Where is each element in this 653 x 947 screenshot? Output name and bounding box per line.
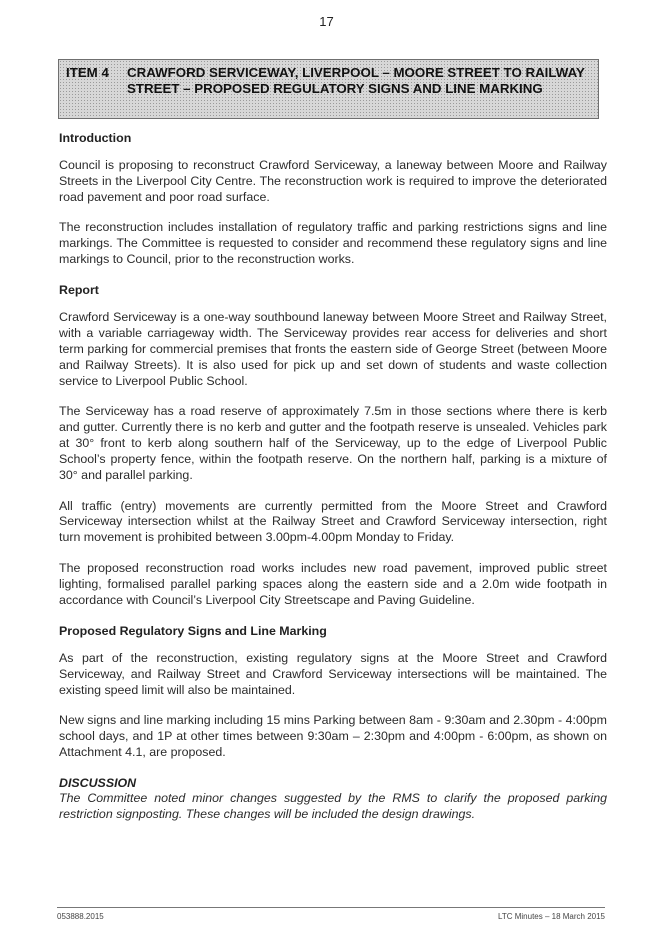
discussion-text: The Committee noted minor changes suggested by the RMS to clarify the proposed parking restriction signposting. These changes will be included the design drawings.	[59, 791, 607, 822]
footer-minutes-date: LTC Minutes – 18 March 2015	[497, 912, 605, 921]
introduction-heading: Introduction	[59, 131, 132, 145]
item-heading-box	[58, 59, 599, 119]
document-body	[59, 130, 607, 823]
report-paragraph-2: The Serviceway has a road reserve of approximately 7.5m in those sections where there is kerb and gutter. Currently there is no kerb and gutter and the footpath reserve is unsealed. Vehicles park at 30° front to kerb along southern half of the Serviceway, up to the edge of Liverpool Public School’s property fence, within the footpath reserve. On the northern half, parking is a mixture of 30° and parallel parking.	[59, 404, 607, 483]
footer-document-number: 053888.2015	[57, 912, 104, 921]
page-number: 17	[319, 14, 334, 29]
item-label: ITEM 4	[66, 65, 109, 80]
discussion-heading: DISCUSSION	[59, 776, 137, 791]
proposed-heading: Proposed Regulatory Signs and Line Marking	[59, 623, 327, 638]
report-paragraph-3: All traffic (entry) movements are currently permitted from the Moore Street and Crawford Serviceway intersection whilst at the Railway Street and Crawford Serviceway intersection, right turn movement is prohibited between 3.00pm-4.00pm Monday to Friday.	[59, 498, 607, 545]
proposed-paragraph-2: New signs and line marking including 15 mins Parking between 8am - 9:30am and 2.30pm - 4:00pm school days, and 1P at other times between 9:30am – 2:30pm and 4:00pm - 6:00pm, as shown on Attachment 4.1, are proposed.	[59, 713, 607, 759]
proposed-paragraph-1: As part of the reconstruction, existing regulatory signs at the Moore Street and Crawford Serviceway, and Railway Street and Crawford Serviceway intersections will be maintained. The existing speed limit will also be maintained.	[59, 650, 607, 697]
item-title: CRAWFORD SERVICEWAY, LIVERPOOL – MOORE STREET TO RAILWAY STREET – PROPOSED REGULATORY SIGNS AND LINE MARKING	[127, 65, 585, 96]
footer-divider	[57, 907, 605, 908]
report-heading: Report	[59, 283, 99, 298]
report-paragraph-1: Crawford Serviceway is a one-way southbound laneway between Moore Street and Railway Street, with a variable carriageway width. The Serviceway provides rear access for deliveries and short term parking for commercial premises that fronts the eastern side of George Street (between Moore and Railway Streets). It is also used for pick up and set down of students and waste collection service to Liverpool Public School.	[59, 310, 607, 389]
report-paragraph-4: The proposed reconstruction road works includes new road pavement, improved public street lighting, formalised parallel parking spaces along the eastern side and a 2.0m wide footpath in accordance with Council’s Liverpool City Streetscape and Paving Guideline.	[59, 560, 607, 607]
introduction-paragraph-1: Council is proposing to reconstruct Crawford Serviceway, a laneway between Moore and Railway Streets in the Liverpool City Centre. The reconstruction work is required to improve the deteriorated road pavement and poor road surface.	[59, 158, 607, 204]
introduction-paragraph-2: The reconstruction includes installation of regulatory traffic and parking restrictions signs and line markings. The Committee is requested to consider and recommend these regulatory signs and line markings to Council, prior to the reconstruction works.	[59, 220, 607, 267]
